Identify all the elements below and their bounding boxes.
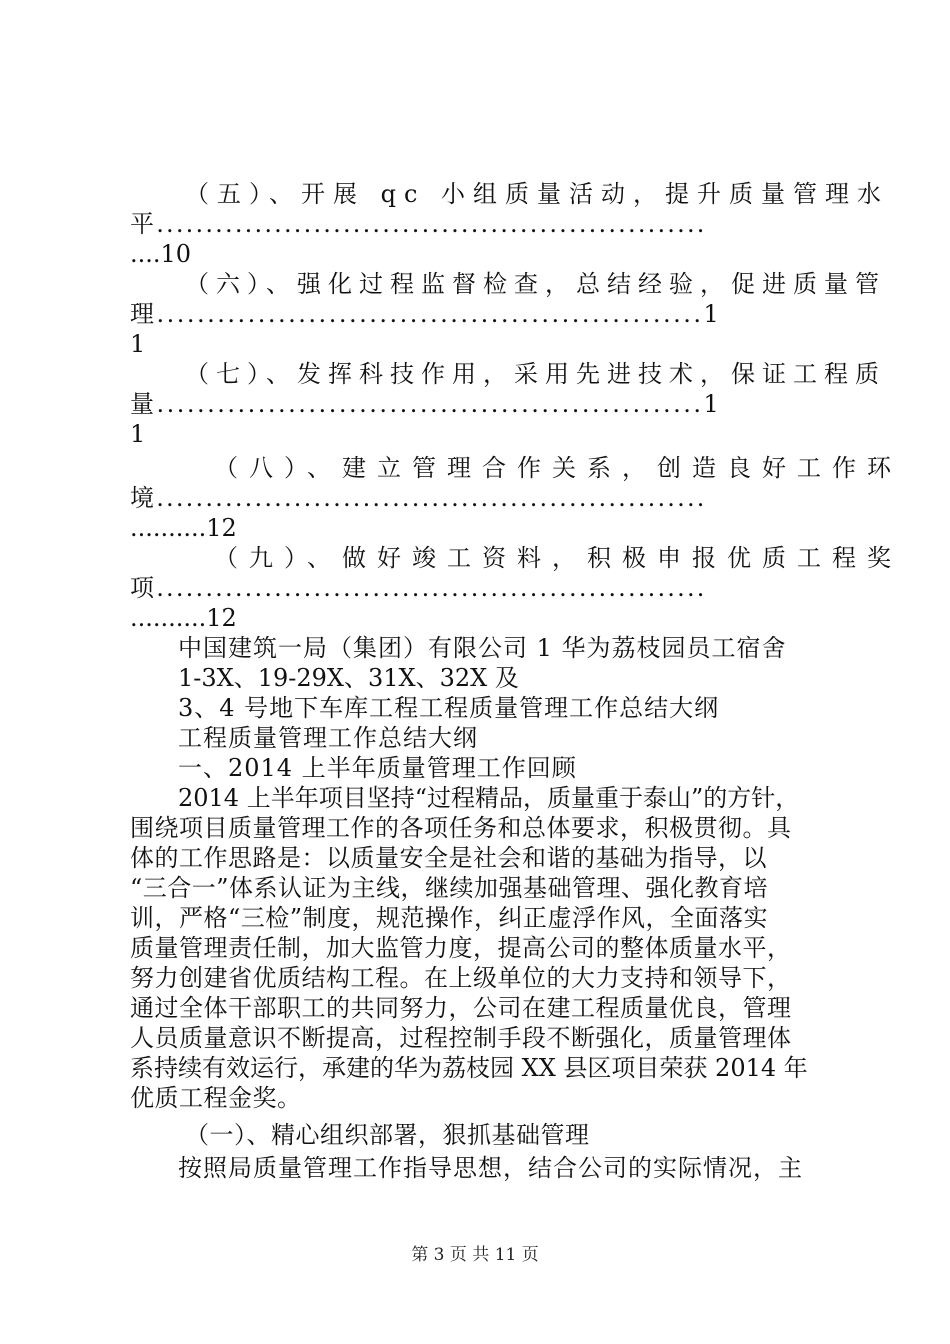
toc-entry-5-leader: 平........................................................ xyxy=(130,210,707,238)
toc-entry-6-leader: 理......................................................1 xyxy=(130,300,722,328)
paragraph-line-10: 系持续有效运行，承建的华为荔枝园 XX 县区项目荣获 2014 年 xyxy=(130,1054,808,1082)
toc-entry-9-title: （九）、做好竣工资料，积极申报优质工程奖 xyxy=(214,544,902,572)
garage-title-line: 3、4 号地下车库工程工程质量管理工作总结大纲 xyxy=(178,694,720,722)
paragraph-line-5: 训，严格“三检”制度，规范操作，纠正虚浮作风，全面落实 xyxy=(130,904,769,932)
paragraph-line-1: 2014 上半年项目坚持“过程精品，质量重于泰山”的方针， xyxy=(178,784,800,812)
paragraph-continuation: 按照局质量管理工作指导思想，结合公司的实际情况，主 xyxy=(178,1154,803,1182)
outline-title: 工程质量管理工作总结大纲 xyxy=(178,724,478,752)
subsection-heading: （一）、精心组织部署，狠抓基础管理 xyxy=(185,1121,590,1149)
paragraph-line-11: 优质工程金奖。 xyxy=(130,1084,302,1112)
toc-entry-9-leader: 项........................................................ xyxy=(130,574,707,602)
toc-entry-8-page: ..........12 xyxy=(130,514,237,542)
paragraph-line-2: 围绕项目质量管理工作的各项任务和总体要求，积极贯彻。具 xyxy=(130,814,792,842)
toc-entry-8-leader: 境........................................................ xyxy=(130,484,707,512)
toc-entry-6-title: （六）、强化过程监督检查，总结经验，促进质量管 xyxy=(185,270,886,298)
building-numbers-line: 1-3X、19-29X、31X、32X 及 xyxy=(178,664,519,692)
section-one-heading: 一、2014 上半年质量管理工作回顾 xyxy=(178,754,577,782)
toc-entry-5-title: （五）、开展 qc 小组质量活动，提升质量管理水 xyxy=(185,180,890,208)
toc-entry-5-page: ....10 xyxy=(130,240,192,268)
paragraph-line-6: 质量管理责任制，加大监管力度，提高公司的整体质量水平， xyxy=(130,934,792,962)
toc-entry-7-leader: 量......................................................1 xyxy=(130,390,722,418)
page-footer: 第 3 页 共 11 页 xyxy=(411,1245,539,1265)
paragraph-line-8: 通过全体干部职工的共同努力，公司在建工程质量优良，管理 xyxy=(130,994,792,1022)
company-project-line: 中国建筑一局（集团）有限公司 1 华为荔枝园员工宿舍 xyxy=(178,634,787,662)
paragraph-line-9: 人员质量意识不断提高，过程控制手段不断强化，质量管理体 xyxy=(130,1024,792,1052)
toc-entry-7-page: 1 xyxy=(130,420,146,448)
toc-entry-6-page: 1 xyxy=(130,330,146,358)
toc-entry-8-title: （八）、建立管理合作关系，创造良好工作环 xyxy=(214,454,902,482)
paragraph-line-4: “三合一”体系认证为主线，继续加强基础管理、强化教育培 xyxy=(130,874,769,902)
toc-entry-9-page: ..........12 xyxy=(130,604,237,632)
paragraph-line-3: 体的工作思路是：以质量安全是社会和谐的基础为指导，以 xyxy=(130,844,767,872)
toc-entry-7-title: （七）、发挥科技作用，采用先进技术，保证工程质 xyxy=(185,360,886,388)
paragraph-line-7: 努力创建省优质结构工程。在上级单位的大力支持和领导下， xyxy=(130,964,792,992)
